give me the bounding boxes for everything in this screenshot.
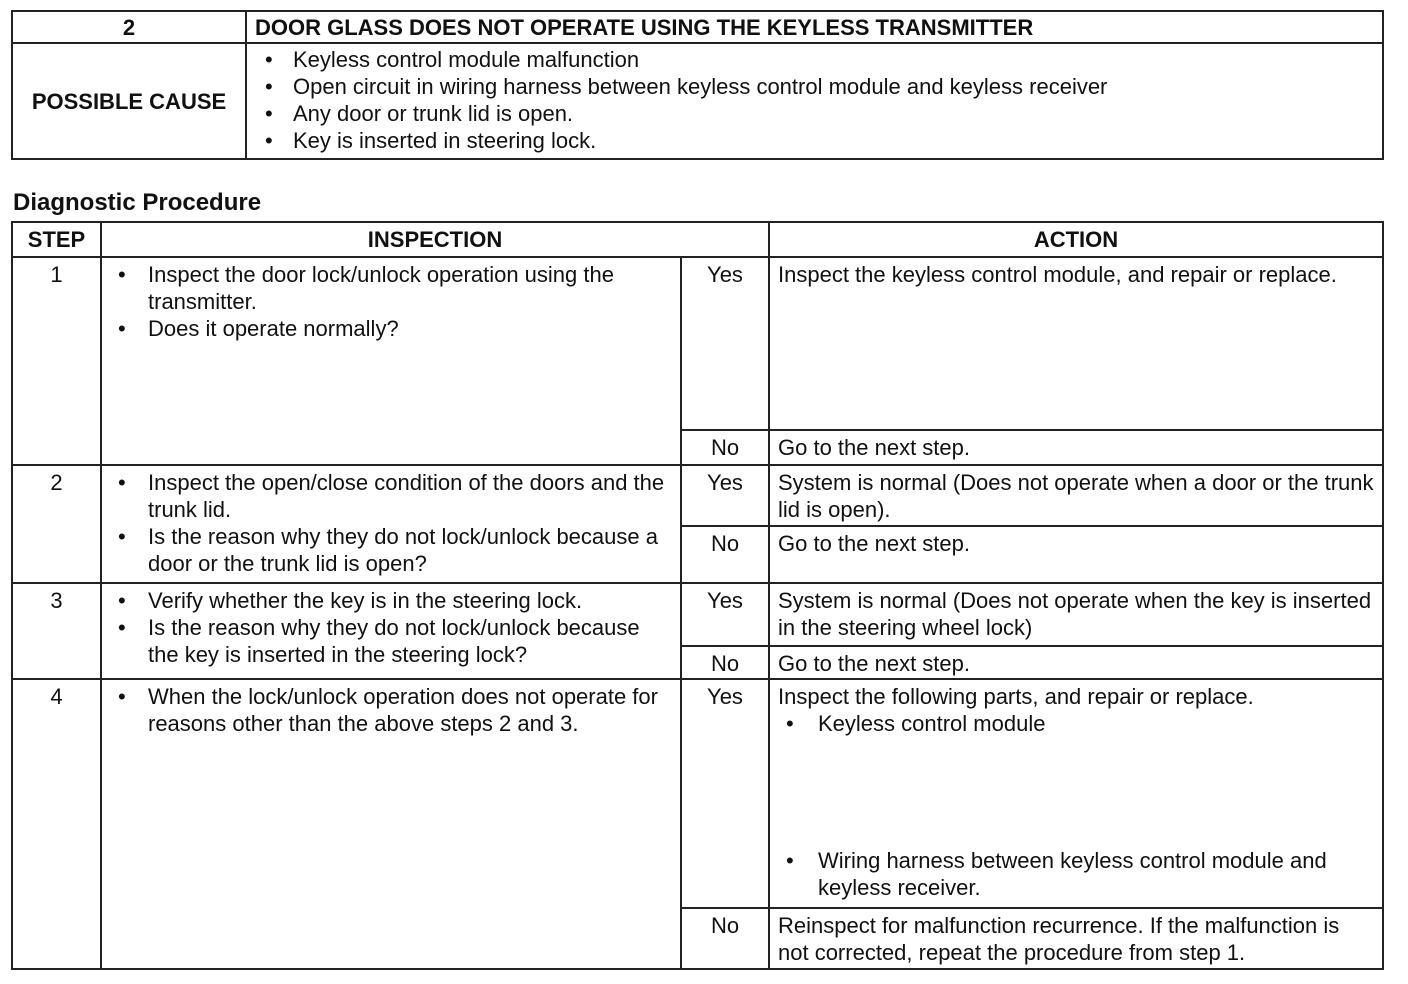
yes-action-intro: Inspect the following parts, and repair or replace. [778, 684, 1254, 709]
step-inspection [101, 679, 681, 969]
parts-list [778, 710, 1374, 901]
possible-cause-table [11, 10, 1384, 160]
no-label: No [681, 430, 769, 465]
step-number: 4 [12, 679, 101, 969]
part-item: • Wiring harness between keyless control module and keyless receiver. [778, 847, 1374, 901]
no-action: Go to the next step. [769, 430, 1383, 465]
step-4-yes-row [12, 679, 1383, 908]
no-label: No [681, 526, 769, 583]
yes-action: Inspect the keyless control module, and repair or replace. [769, 257, 1383, 430]
no-label: No [681, 646, 769, 679]
step-inspection [101, 465, 681, 583]
cause-item: • Key is inserted in steering lock. [261, 127, 1374, 154]
inspection-header: INSPECTION [101, 222, 769, 257]
section-heading: Diagnostic Procedure [13, 189, 262, 216]
header-row [12, 222, 1383, 257]
cause-item: • Keyless control module malfunction [261, 46, 1374, 73]
step-inspection [101, 257, 681, 465]
action-header: ACTION [769, 222, 1383, 257]
diagnostic-procedure-table [11, 221, 1384, 970]
no-action: Reinspect for malfunction recurrence. If the malfunction is not corrected, repeat the procedure from step 1. [769, 908, 1383, 969]
inspection-item: • Inspect the open/close condition of the doors and the trunk lid. [112, 469, 672, 523]
inspection-item: • Inspect the door lock/unlock operation using the transmitter. [112, 261, 672, 315]
yes-label: Yes [681, 257, 769, 430]
step-number: 1 [12, 257, 101, 465]
possible-cause-label: POSSIBLE CAUSE [12, 43, 246, 159]
inspection-item: • Does it operate normally? [112, 315, 672, 342]
yes-action: System is normal (Does not operate when a door or the trunk lid is open). [769, 465, 1383, 526]
yes-action: System is normal (Does not operate when the key is inserted in the steering wheel lock) [769, 583, 1383, 646]
part-item: • Keyless control module [778, 710, 1374, 737]
step-1-yes-row [12, 257, 1383, 430]
possible-cause-list-cell [246, 43, 1383, 159]
yes-label: Yes [681, 583, 769, 646]
inspection-list [112, 469, 672, 577]
possible-cause-list [261, 46, 1374, 154]
malfunction-title: DOOR GLASS DOES NOT OPERATE USING THE KEYLESS TRANSMITTER [246, 11, 1383, 43]
yes-action [769, 679, 1383, 908]
malfunction-number: 2 [12, 11, 246, 43]
no-action: Go to the next step. [769, 526, 1383, 583]
step-3-yes-row [12, 583, 1383, 646]
inspection-item: • Is the reason why they do not lock/unlock because the key is inserted in the steering lock? [112, 614, 672, 668]
inspection-item: • Verify whether the key is in the steering lock. [112, 587, 672, 614]
step-inspection [101, 583, 681, 679]
no-action: Go to the next step. [769, 646, 1383, 679]
step-number: 3 [12, 583, 101, 679]
cause-item: • Open circuit in wiring harness between keyless control module and keyless receiver [261, 73, 1374, 100]
yes-label: Yes [681, 465, 769, 526]
inspection-item: • Is the reason why they do not lock/unlock because a door or the trunk lid is open? [112, 523, 672, 577]
inspection-list [112, 683, 672, 737]
yes-label: Yes [681, 679, 769, 908]
inspection-list [112, 261, 672, 342]
inspection-list [112, 587, 672, 668]
cause-item: • Any door or trunk lid is open. [261, 100, 1374, 127]
step-number: 2 [12, 465, 101, 583]
inspection-item: • When the lock/unlock operation does not operate for reasons other than the above steps 2 and 3. [112, 683, 672, 737]
step-header: STEP [12, 222, 101, 257]
no-label: No [681, 908, 769, 969]
step-2-yes-row [12, 465, 1383, 526]
